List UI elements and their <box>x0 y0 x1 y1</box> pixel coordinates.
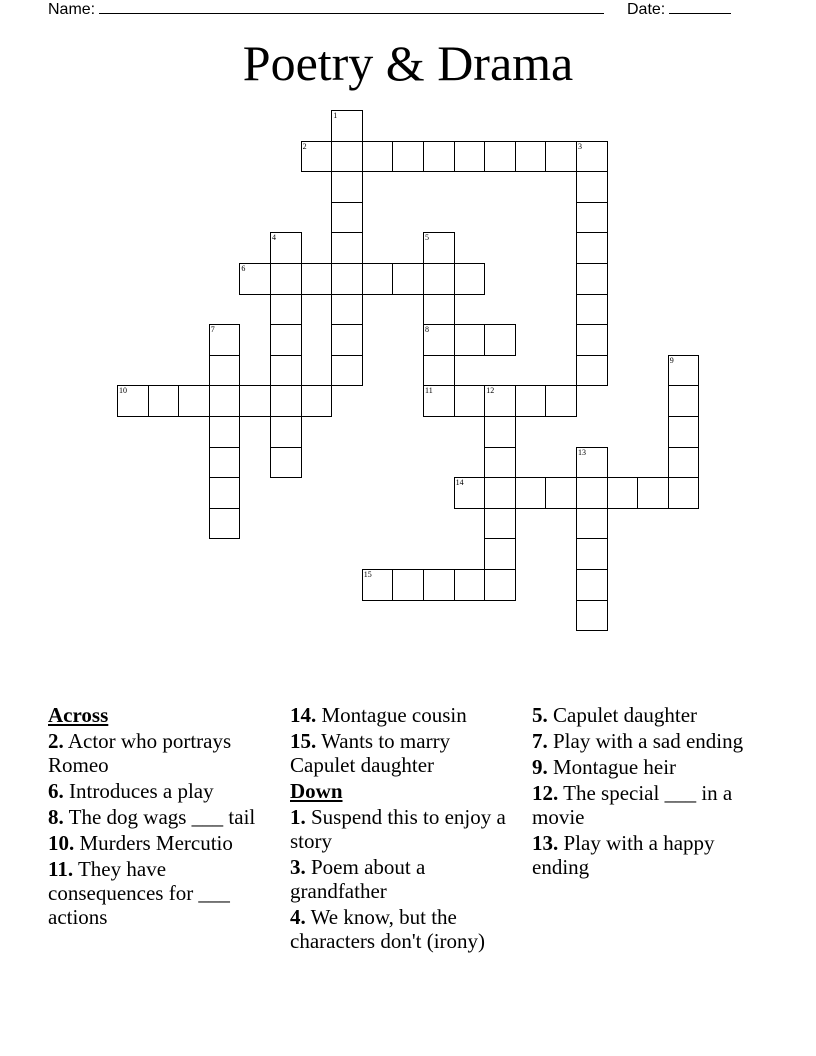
grid-cell[interactable] <box>484 538 516 570</box>
grid-cell[interactable] <box>454 385 486 417</box>
grid-cell[interactable] <box>301 385 333 417</box>
grid-cell[interactable] <box>209 355 241 387</box>
grid-cell[interactable] <box>331 355 363 387</box>
grid-cell[interactable] <box>576 538 608 570</box>
grid-cell[interactable] <box>484 141 516 173</box>
clue-down-3: 3. Poem about a grandfather <box>290 855 426 903</box>
clue-down-13: 13. Play with a happy ending <box>532 831 715 879</box>
name-label: Name: <box>48 1 96 18</box>
grid-cell[interactable] <box>607 477 639 509</box>
grid-cell[interactable] <box>545 477 577 509</box>
grid-cell[interactable] <box>454 141 486 173</box>
clue-across-15: 15. Wants to marry Capulet daughter <box>290 729 451 777</box>
grid-cell[interactable] <box>576 600 608 632</box>
grid-cell[interactable] <box>484 569 516 601</box>
grid-cell[interactable] <box>270 447 302 479</box>
grid-cell[interactable] <box>392 141 424 173</box>
grid-cell[interactable] <box>270 355 302 387</box>
cell-number: 5 <box>425 233 429 243</box>
grid-cell[interactable] <box>668 416 700 448</box>
across-heading: Across <box>48 703 109 727</box>
cell-number: 7 <box>210 325 215 335</box>
cell-number: 3 <box>578 141 582 151</box>
clue-across-8: 8. The dog wags ___ tail <box>48 805 256 829</box>
grid-cell[interactable] <box>515 385 547 417</box>
grid-cell[interactable] <box>331 263 363 295</box>
grid-cell[interactable] <box>331 110 363 142</box>
grid-cell[interactable] <box>576 324 608 356</box>
date-label: Date: <box>627 1 666 18</box>
grid-cell[interactable] <box>484 508 516 540</box>
cell-number: 15 <box>363 570 372 579</box>
grid-cell[interactable] <box>209 416 241 448</box>
cell-number: 1 <box>333 111 338 120</box>
grid-cell[interactable] <box>423 232 455 264</box>
grid-cell[interactable] <box>362 141 394 173</box>
grid-cell[interactable] <box>301 263 333 295</box>
grid-cell[interactable] <box>331 294 363 326</box>
grid-cell[interactable] <box>423 263 455 295</box>
grid-cell[interactable] <box>270 263 302 295</box>
grid-cell[interactable] <box>362 263 394 295</box>
grid-cell[interactable] <box>270 324 302 356</box>
grid-cell[interactable] <box>423 294 455 326</box>
grid-cell[interactable] <box>270 416 302 448</box>
clue-down-4: 4. We know, but the characters don't (irony) <box>290 905 486 953</box>
clues-column-2 <box>290 703 520 955</box>
grid-cell[interactable] <box>515 477 547 509</box>
cell-number: 12 <box>486 386 495 396</box>
cell-number: 14 <box>455 478 464 488</box>
grid-cell[interactable] <box>637 477 669 509</box>
grid-cell[interactable] <box>545 141 577 173</box>
grid-cell[interactable] <box>576 202 608 234</box>
grid-cell[interactable] <box>576 355 608 387</box>
clue-down-12: 12. The special ___ in a movie <box>532 781 733 829</box>
grid-cell[interactable] <box>392 263 424 295</box>
grid-cell[interactable] <box>423 385 455 417</box>
grid-cell[interactable] <box>484 416 516 448</box>
grid-cell[interactable] <box>270 232 302 264</box>
clue-down-9: 9. Montague heir <box>532 755 677 779</box>
page-title: Poetry & Drama <box>242 35 574 91</box>
grid-cell[interactable] <box>576 263 608 295</box>
grid-cell[interactable] <box>362 569 394 601</box>
grid-cell[interactable] <box>576 477 608 509</box>
grid-cell[interactable] <box>576 171 608 203</box>
grid-cell[interactable] <box>668 385 700 417</box>
grid-cell[interactable] <box>209 477 241 509</box>
grid-cell[interactable] <box>668 477 700 509</box>
grid-cell[interactable] <box>117 385 149 417</box>
clues-column-1 <box>48 703 278 931</box>
grid-cell[interactable] <box>148 385 180 417</box>
grid-cell[interactable] <box>178 385 210 417</box>
grid-cell[interactable] <box>209 447 241 479</box>
grid-cell[interactable] <box>423 141 455 173</box>
clue-down-1: 1. Suspend this to enjoy a story <box>290 805 506 853</box>
grid-cell[interactable] <box>484 324 516 356</box>
grid-cell[interactable] <box>209 508 241 540</box>
grid-cell[interactable] <box>454 477 486 509</box>
clue-across-6: 6. Introduces a play <box>48 779 214 803</box>
grid-cell[interactable] <box>515 141 547 173</box>
cell-number: 9 <box>669 355 674 365</box>
grid-cell[interactable] <box>484 447 516 479</box>
grid-cell[interactable] <box>454 263 486 295</box>
grid-cell[interactable] <box>239 385 271 417</box>
clue-across-2: 2. Actor who portrays Romeo <box>48 729 232 777</box>
grid-cell[interactable] <box>545 385 577 417</box>
cell-number: 6 <box>241 264 246 273</box>
grid-cell[interactable] <box>423 324 455 356</box>
grid-cell[interactable] <box>454 569 486 601</box>
cell-number: 10 <box>119 386 127 396</box>
cell-number: 8 <box>425 325 429 335</box>
grid-cell[interactable] <box>668 447 700 479</box>
grid-cell[interactable] <box>668 355 700 387</box>
grid-cell[interactable] <box>331 232 363 264</box>
cell-number: 13 <box>578 447 586 457</box>
down-heading: Down <box>290 779 343 803</box>
grid-cell[interactable] <box>270 385 302 417</box>
grid-cell[interactable] <box>209 385 241 417</box>
clues-column-3 <box>532 703 762 881</box>
grid-cell[interactable] <box>209 324 241 356</box>
clue-across-10: 10. Murders Mercutio <box>48 831 233 855</box>
grid-cell[interactable] <box>331 141 363 173</box>
grid-cell[interactable] <box>576 232 608 264</box>
cell-number: 4 <box>272 233 276 243</box>
grid-cell[interactable] <box>331 324 363 356</box>
cell-number: 2 <box>302 141 307 151</box>
grid-cell[interactable] <box>484 477 516 509</box>
grid-cell[interactable] <box>484 385 516 417</box>
grid-cell[interactable] <box>301 141 333 173</box>
grid-cell[interactable] <box>576 569 608 601</box>
grid-cell[interactable] <box>331 171 363 203</box>
grid-cell[interactable] <box>576 447 608 479</box>
grid-cell[interactable] <box>270 294 302 326</box>
grid-cell[interactable] <box>423 355 455 387</box>
clue-across-14: 14. Montague cousin <box>290 703 467 727</box>
grid-cell[interactable] <box>454 324 486 356</box>
cell-number: 11 <box>425 386 433 396</box>
clue-down-7: 7. Play with a sad ending <box>532 729 744 753</box>
grid-cell[interactable] <box>576 508 608 540</box>
clue-down-5: 5. Capulet daughter <box>532 703 698 727</box>
grid-cell[interactable] <box>576 141 608 173</box>
grid-cell[interactable] <box>331 202 363 234</box>
grid-cell[interactable] <box>423 569 455 601</box>
grid-cell[interactable] <box>239 263 271 295</box>
grid-cell[interactable] <box>576 294 608 326</box>
clue-across-11: 11. They have consequences for ___ actions <box>48 857 230 929</box>
grid-cell[interactable] <box>392 569 424 601</box>
